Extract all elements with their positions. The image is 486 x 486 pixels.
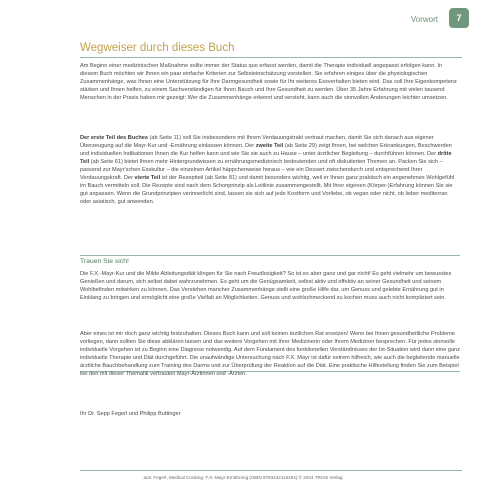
box-top-rule (80, 255, 460, 256)
page-number-badge: 7 (449, 8, 469, 28)
part-three-text: (ab Seite 61) bietet Ihnen mehr Hintergrundwissen zu ernährungsmedizinisch bedeutenden und oft diskutierten Themen an. Packen Sie sich – passend zur Mayr'schen Esskultur – die einzelnen Artikel häppchenweise heraus – wie ein Dessert zwischendurch und entsprechend Ihrer Verdauungskraft. Der (80, 159, 443, 182)
footer-citation: aus: Fegerl, Medical Cooking: F.X.-Mayr-Ernährung (ISBN 9783432116464) © 2024 TRIAS Verlag (143, 475, 343, 480)
box-heading: Trauen Sie sich! (80, 258, 129, 265)
signature: Ihr Dr. Sepp Fegerl und Philipp Buttinger (80, 411, 181, 417)
title-divider (80, 57, 462, 58)
part-one-text: (ab Seite 11) soll Sie insbesondere mit Ihrem Verdauungstrakt vertraut machen, damit Sie sich danach aus eigener Überzeugung auf die Mayr-Kur und -Ernährung einlassen können. Der (80, 135, 434, 150)
section-label: Vorwort (410, 15, 438, 24)
book-parts-paragraph (80, 134, 460, 206)
page-title: Wegweiser durch dieses Buch (80, 42, 235, 54)
part-four-label: vierte Teil (134, 175, 161, 182)
footer-divider (80, 470, 462, 471)
part-one-label: Der erste Teil des Buches (80, 135, 148, 141)
box-text: Die F.X.-Mayr-Kur und die Milde Ableitungsdiät klingen für Sie nach Freudlosigkeit? So ist es aber ganz und gar nicht! Es geht vielmehr um bewusstes Genießen und darum, sich selbst dabei wahrzunehmen. Es geht um die Genügsamkeit, selbst aktiv und effektiv an seiner Gesundheit und seinem Wohlbefinden mitwirken zu können. Das Verstehen mancher Zusammenhänge stellt eine große Hilfe dar, um Genuss und gelebte Ernährung gut in Einklang zu bringen und ermöglicht eine große Vielfalt an Möglichkeiten. Genuss und wohlschmeckend zu kochen muss auch nicht kompliziert sein. (80, 271, 452, 302)
part-three-label: dritte Teil (80, 151, 452, 166)
part-two-text: (ab Seite 29) zeigt Ihnen, bei welchen Erkrankungen, Beschwerden und individuellen Indikationen Ihnen die Kur helfen kann und wie Sie sie auch zu Hause – unter ärztlicher Begleitung – durchführen können. Der (80, 143, 452, 158)
part-four-text: ist der Rezeptteil (ab Seite 81) und damit besonders wichtig, weil er Ihnen ganz praktisch ein angenehmes Wohlgefühl im Bauch vermitteln soll. Die Rezepte sind nach dem Schonprinzip als Leitlinie zusammengestellt. Mit Ihrer eigenen (Körper-)Erfahrung können Sie sie gut anpassen. Wenn die Grundprinzipien verinnerlicht sind, lassen sie sich auf jede Kostform und Vorliebe, ob vegan oder nicht, ob lieber mediterran oder asiatisch, gut anwenden. (80, 175, 455, 206)
part-two-label: zweite Teil (255, 143, 284, 150)
intro-paragraph: Am Beginn einer medizinischen Maßnahme sollte immer der Status quo erfasst werden, damit die Therapie individuell angepasst erfolgen kann. In diesem Buch möchten wir Ihnen ein paar einfache Kriterien zur Selbsteinschätzung vorstellen. Sie erfahren einiges über die physiologischen Zusammenhänge, was Ihnen eine Unterstützung für Ihre Darmgesundheit sowie für Ihr weiteres Essverhalten bieten wird. Das soll Ihre Eigenkompetenz stärken und Ihnen helfen, zu einem Sachverständigen für Ihren Bauch und Ihre Gesundheit zu werden. Über 35 Jahre Erfahrung mit vielen tausend Menschen in der Praxis haben mir gezeigt: Wer die Zusammenhänge erkennt und versteht, kann auch die sinnvollen Änderungen leichter umsetzen. (80, 63, 457, 102)
closing-paragraph: Aber eines ist mir doch ganz wichtig festzuhalten: Dieses Buch kann und soll keinen ärztlichen Rat ersetzen! Wenn bei Ihnen gesundheitliche Probleme vorliegen, dann sollten Sie diese abklären lassen und das weitere Vorgehen mit Ihrer Medizinerin oder Ihrem Mediziner besprechen. Für jedes sinnvolle individuelle Vorgehen ist zu Beginn eine Diagnose notwendig. Auf dem Fundament des funktionellen Verständnisses der Ist-Situation wird dann eine ganz individuelle Therapie und Diät durchgeführt. Die unaufwändige Untersuchung nach F.X. Mayr ist dafür extrem hilfreich, wie auch die begleitende manuelle ärztliche Bauchbehandlung zum Training des Darms und zur Überprüfung der Reaktion auf die Diät. Eine praktische Hilfestellung finden Sie zum Beispiel bei den mit dieser Thematik vertrauten Mayr-Ärztinnen und -Ärzten. (80, 331, 460, 378)
